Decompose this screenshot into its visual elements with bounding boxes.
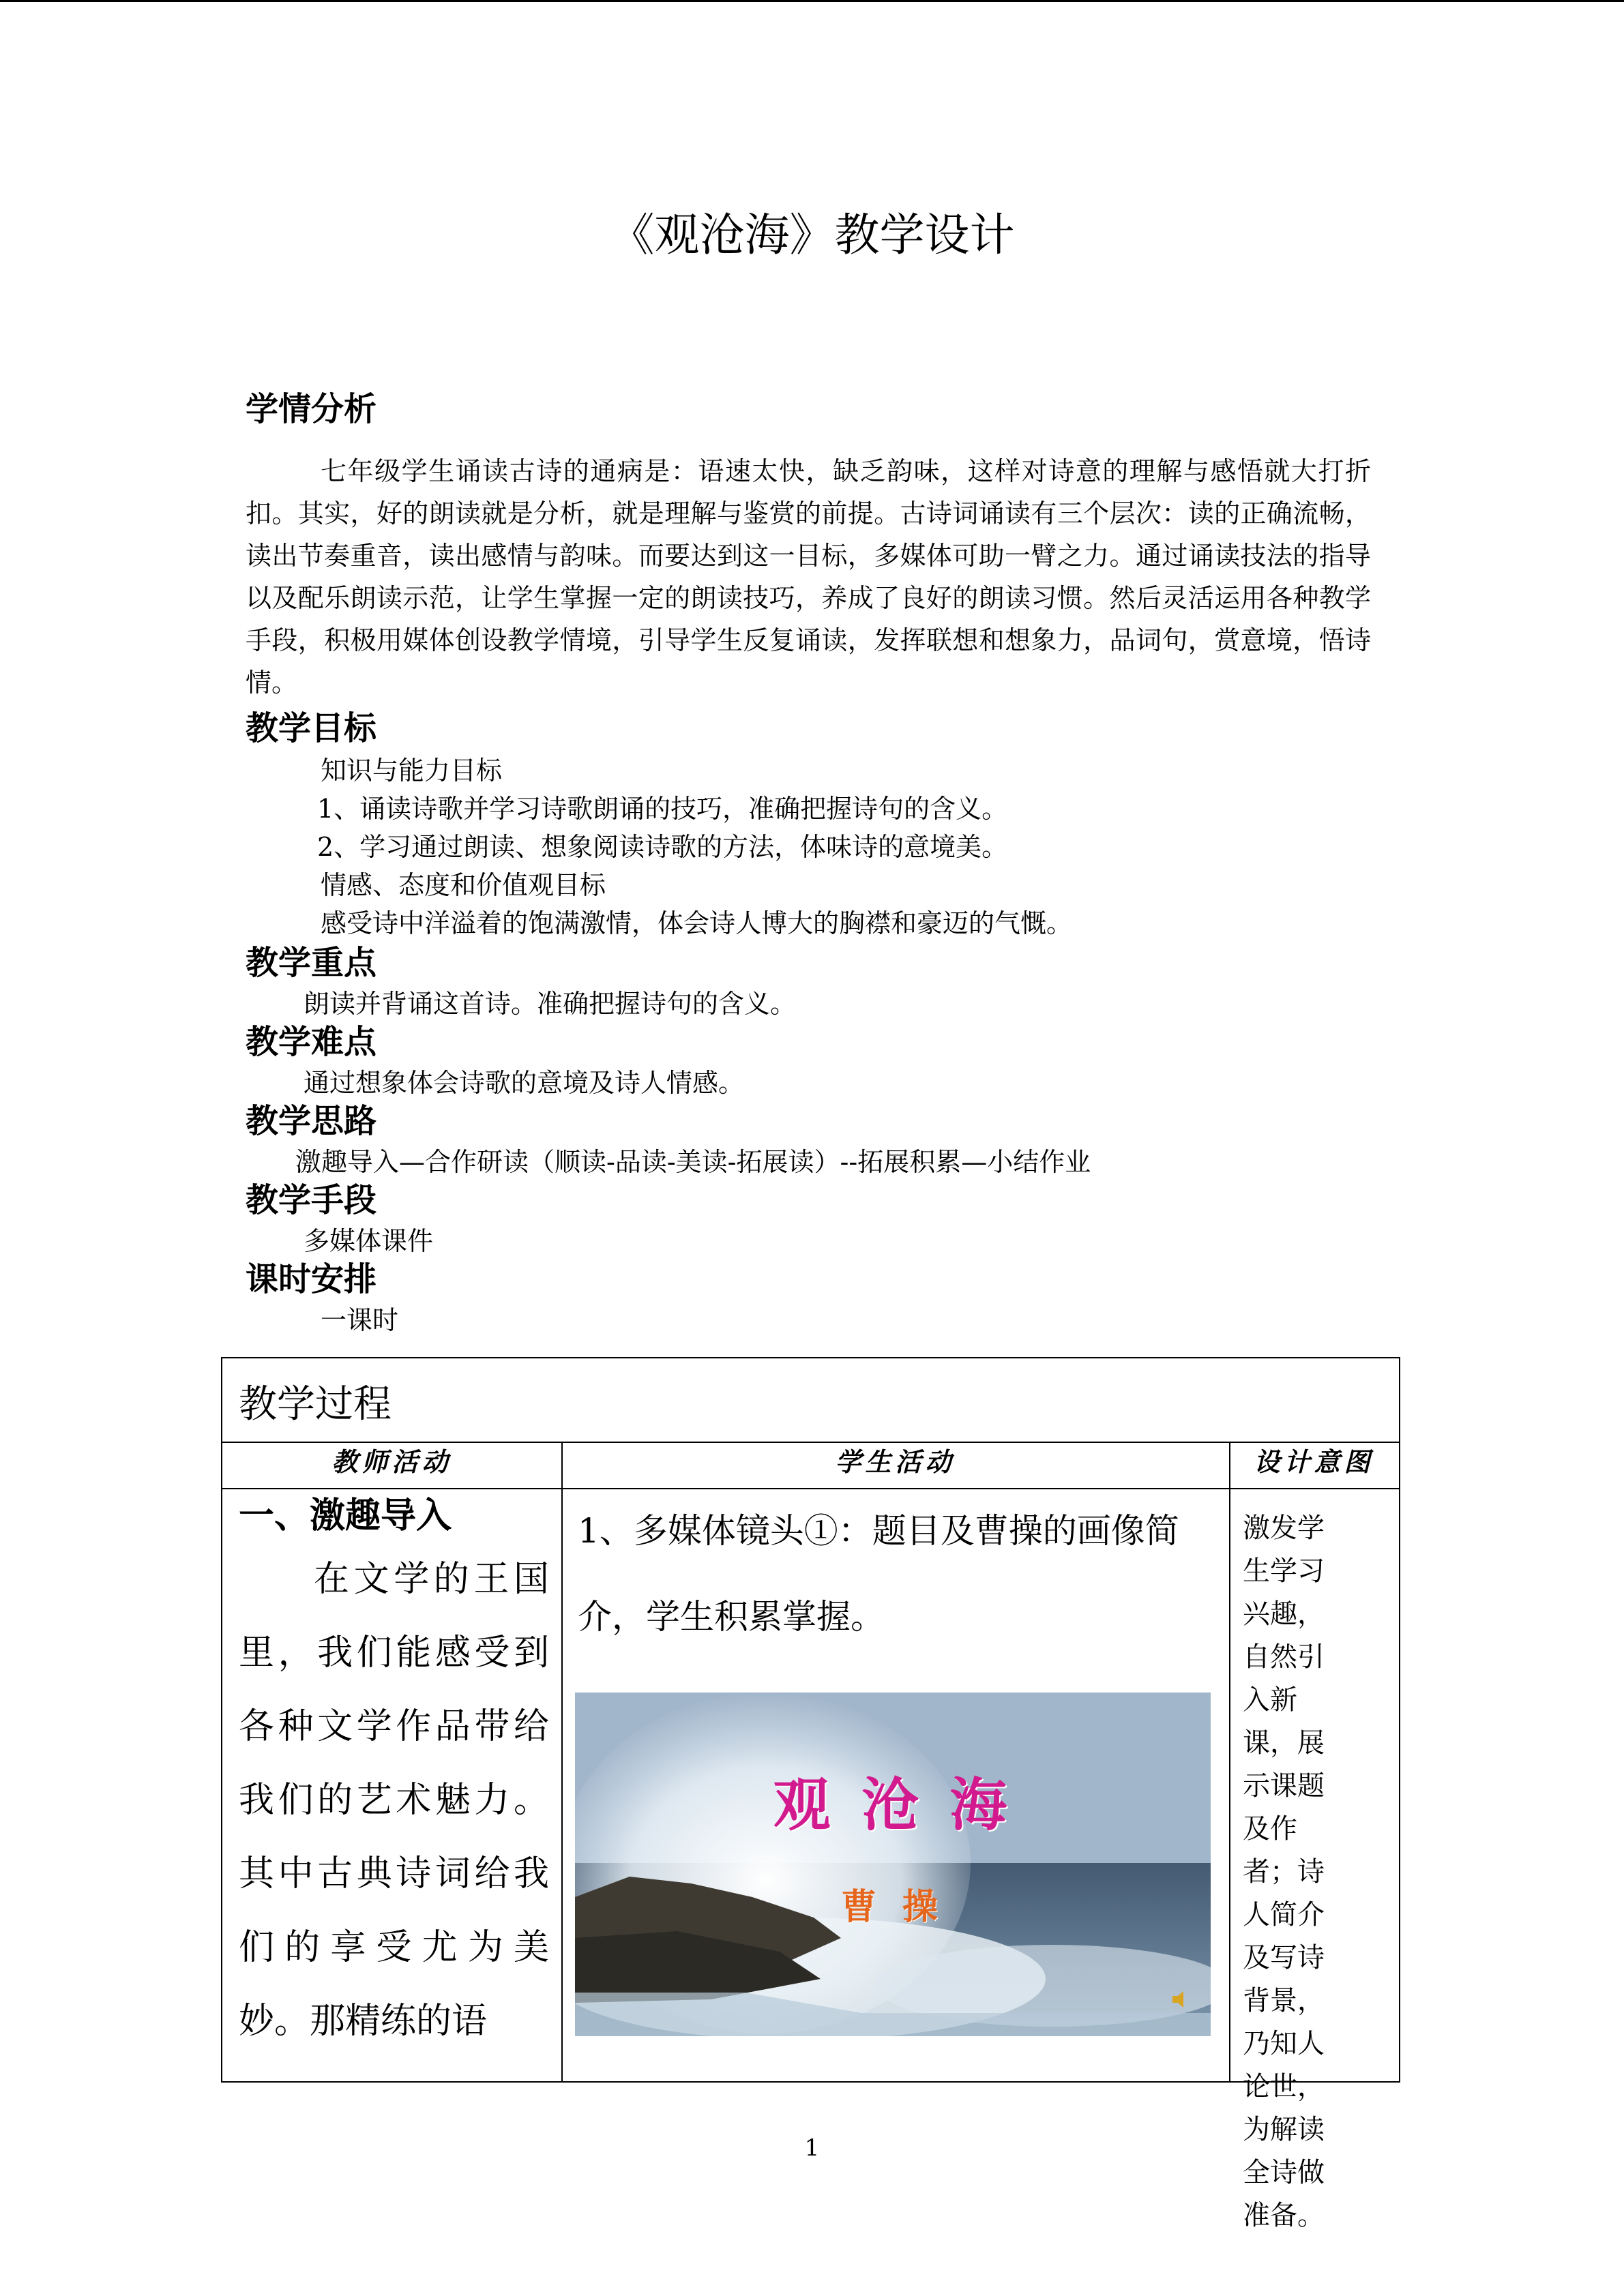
student-text: 1、多媒体镜头①：题目及曹操的画像简介，学生积累掌握。 — [578, 1511, 1179, 1637]
goal-line: 1、诵读诗歌并学习诗歌朗诵的技巧，准确把握诗句的含义。 — [317, 794, 1008, 824]
design-text: 激发学生学习兴趣，自然引入新课，展示课题及作者；诗人简介及写诗背景，乃知人论世，为解读全诗做准备。 — [1243, 1512, 1325, 2231]
document-title: 《观沧海》教学设计 — [609, 209, 1015, 261]
column-header-student: 学生活动 — [835, 1446, 956, 1477]
goal-line: 2、学习通过朗读、想象阅读诗歌的方法，体味诗的意境美。 — [317, 832, 1008, 862]
goal-line: 情感、态度和价值观目标 — [321, 870, 606, 900]
teacher-text: 在文学的王国里，我们能感受到各种文学作品带给我们的艺术魅力。其中古典诗词给我们的享受尤为美妙。那精练的语 — [239, 1559, 549, 2042]
schedule-text: 一课时 — [321, 1305, 399, 1335]
heading-means: 教学手段 — [246, 1181, 377, 1219]
analysis-paragraph: 七年级学生诵读古诗的通病是：语速太快，缺乏韵味，这样对诗意的理解与感悟就大打折扣。其实，好的朗读就是分析，就是理解与鉴赏的前提。古诗词诵读有三个层次：读的正确流畅，读出节奏重音，读出感情与韵味。而要达到这一目标，多媒体可助一臂之力。通过诵读技法的指导以及配乐朗读示范，让学生掌握一定的朗读技巧，养成了良好的朗读习惯。然后灵活运用各种教学手段，积极用媒体创设教学情境，引导学生反复诵读，发挥联想和想象力，品词句，赏意境，悟诗情。 — [246, 456, 1371, 698]
ocean-scene — [575, 1693, 1211, 2036]
column-header-teacher: 教师活动 — [331, 1446, 452, 1477]
teacher-heading: 一、激趣导入 — [239, 1495, 452, 1536]
column-header-design: 设计意图 — [1254, 1446, 1374, 1477]
goal-line: 感受诗中洋溢着的饱满激情，体会诗人博大的胸襟和豪迈的气慨。 — [321, 908, 1073, 938]
heading-difficulties: 教学难点 — [246, 1023, 377, 1061]
key-points-text: 朗读并背诵这首诗。准确把握诗句的含义。 — [304, 989, 797, 1019]
student-cell — [561, 1488, 1229, 2081]
heading-key-points: 教学重点 — [246, 944, 377, 982]
slide-title: 观 沧 海 — [773, 1771, 1013, 1838]
approach-text: 激趣导入—合作研读（顺读-品读-美读-拓展读）--拓展积累—小结作业 — [295, 1147, 1091, 1177]
means-text: 多媒体课件 — [304, 1226, 434, 1256]
heading-analysis: 学情分析 — [246, 390, 377, 428]
page-number: 1 — [804, 2134, 820, 2162]
process-table — [221, 1357, 1400, 2231]
slide-author: 曹 操 — [840, 1886, 945, 1928]
heading-schedule: 课时安排 — [246, 1260, 377, 1298]
teacher-cell — [222, 1488, 561, 2081]
design-cell — [1229, 1488, 1399, 2231]
difficulties-text: 通过想象体会诗歌的意境及诗人情感。 — [304, 1068, 745, 1098]
heading-goals: 教学目标 — [246, 709, 377, 747]
goal-line: 知识与能力目标 — [321, 756, 503, 786]
heading-approach: 教学思路 — [246, 1102, 377, 1140]
table-caption: 教学过程 — [239, 1382, 392, 1427]
slide-image — [575, 1693, 1211, 2036]
